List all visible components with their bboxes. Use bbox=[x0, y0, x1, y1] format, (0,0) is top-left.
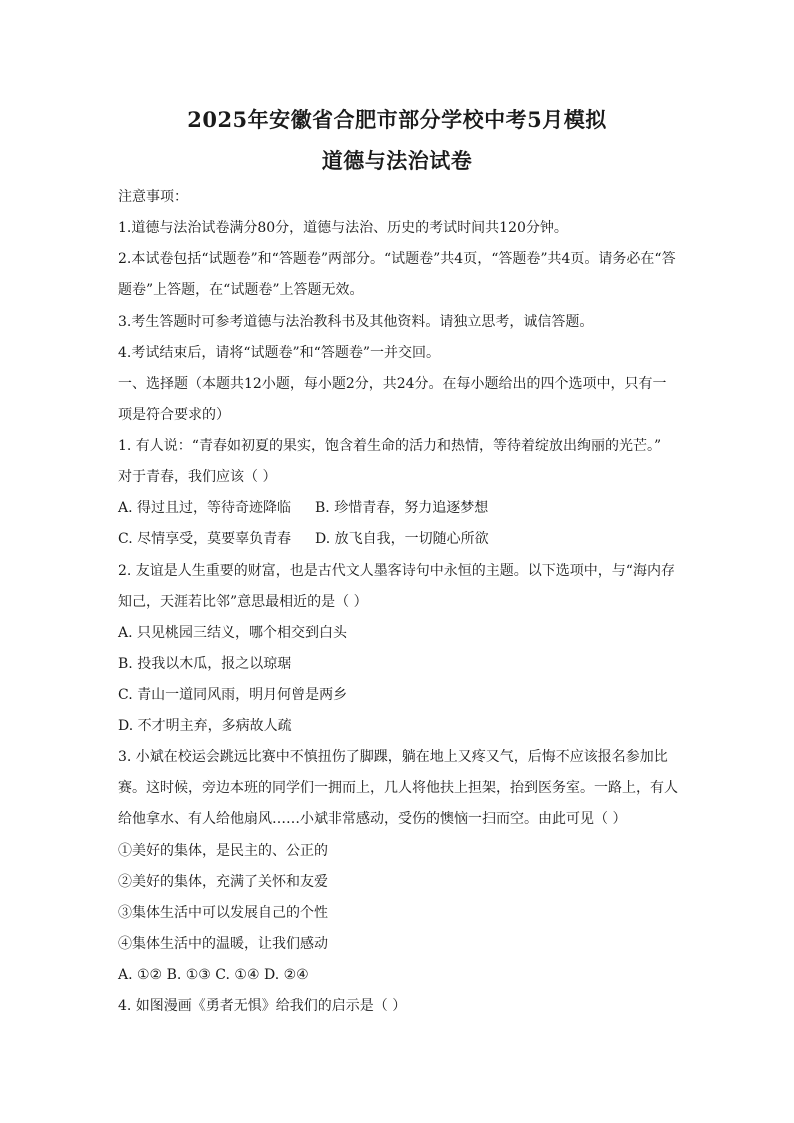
q1-option-a: A. 得过且过，等待奇迹降临 bbox=[118, 500, 292, 516]
exam-subtitle: 道德与法治试卷 bbox=[321, 148, 473, 173]
q3-statement-4: ④集体生活中的温暖，让我们感动 bbox=[118, 936, 328, 952]
question-3-stem-cont: 给他拿水、有人给他扇风……小斌非常感动，受伤的懊恼一扫而空。由此可见（ ） bbox=[118, 811, 627, 827]
q1-option-c: C. 尽情享受，莫要辜负青春 bbox=[118, 531, 292, 547]
q3-options: A. ①② B. ①③ C. ①④ D. ②④ bbox=[118, 967, 309, 983]
notice-item: 1.道德与法治试卷满分80分，道德与法治、历史的考试时间共120分钟。 bbox=[118, 220, 568, 236]
section-heading-cont: 项是符合要求的） bbox=[118, 407, 230, 423]
q2-option-c: C. 青山一道同风雨，明月何曾是两乡 bbox=[118, 687, 348, 703]
q2-option-d: D. 不才明主弃，多病故人疏 bbox=[118, 718, 292, 734]
notice-item: 2.本试卷包括“试题卷”和“答题卷”两部分。“试题卷”共4页，“答题卷”共4页。请务必在“答 bbox=[118, 251, 676, 267]
notice-item: 题卷”上答题，在“试题卷”上答题无效。 bbox=[118, 282, 364, 298]
question-1-stem-cont: 对于青春，我们应该（ ） bbox=[118, 469, 277, 485]
q3-statement-1: ①美好的集体，是民主的、公正的 bbox=[118, 843, 328, 859]
notice-item: 4.考试结束后，请将“试题卷”和“答题卷”一并交回。 bbox=[118, 345, 440, 361]
question-3-stem: 3. 小斌在校运会跳远比赛中不慎扭伤了脚踝，躺在地上又疼又气，后悔不应该报名参加比 bbox=[118, 749, 668, 765]
question-1-stem: 1. 有人说：“青春如初夏的果实，饱含着生命的活力和热情，等待着绽放出绚丽的光芒。” bbox=[118, 438, 662, 454]
question-2-stem-cont: 知己，天涯若比邻”意思最相近的是（ ） bbox=[118, 594, 368, 610]
q2-option-a: A. 只见桃园三结义，哪个相交到白头 bbox=[118, 625, 348, 641]
q3-statement-3: ③集体生活中可以发展自己的个性 bbox=[118, 905, 328, 921]
question-2-stem: 2. 友谊是人生重要的财富，也是古代文人墨客诗句中永恒的主题。以下选项中，与“海内存 bbox=[118, 563, 675, 579]
q3-statement-2: ②美好的集体，充满了关怀和友爱 bbox=[118, 874, 328, 890]
q2-option-b: B. 投我以木瓜，报之以琼琚 bbox=[118, 656, 292, 672]
notice-item: 3.考生答题时可参考道德与法治教科书及其他资料。请独立思考，诚信答题。 bbox=[118, 314, 594, 330]
exam-title: 2025年安徽省合肥市部分学校中考5月模拟 bbox=[187, 107, 607, 132]
q1-option-d: D. 放飞自我，一切随心所欲 bbox=[315, 531, 489, 547]
section-heading: 一、选择题（本题共12小题，每小题2分，共24分。在每小题给出的四个选项中，只有一 bbox=[118, 376, 667, 392]
notice-heading: 注意事项： bbox=[118, 189, 188, 205]
question-4-stem: 4. 如图漫画《勇者无惧》给我们的启示是（ ） bbox=[118, 998, 407, 1014]
q1-option-b: B. 珍惜青春，努力追逐梦想 bbox=[315, 500, 489, 516]
question-3-stem-cont: 赛。这时候，旁边本班的同学们一拥而上，几人将他扶上担架，抬到医务室。一路上，有人 bbox=[118, 780, 678, 796]
